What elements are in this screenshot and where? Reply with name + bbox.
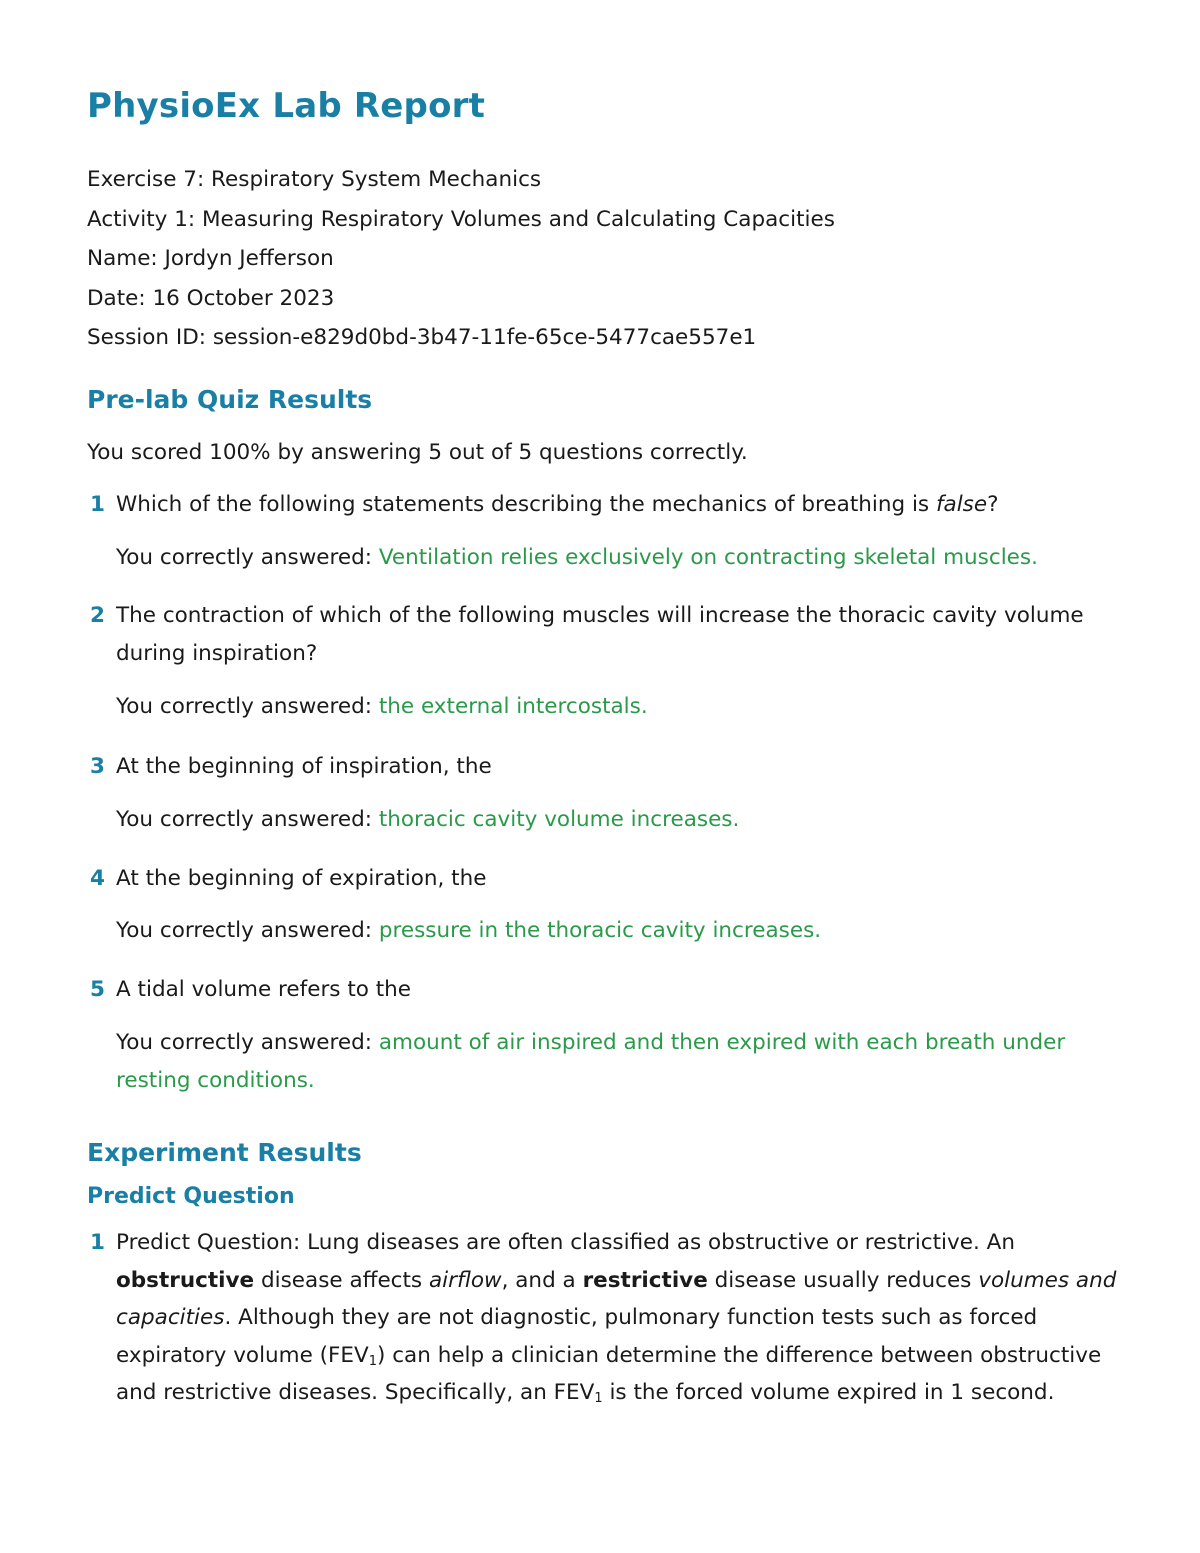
subscript: 1	[594, 1391, 603, 1407]
question-number: 5	[90, 977, 105, 1002]
text-part: , and a	[501, 1267, 583, 1293]
text-part: Predict Question: Lung diseases are often classified as obstructive or restrictive. An	[116, 1230, 1015, 1255]
answer-lead: You correctly answered:	[116, 918, 379, 943]
question-text: A tidal volume refers to the	[116, 977, 412, 1002]
question-number: 3	[90, 754, 105, 779]
quiz-question-3	[87, 748, 1127, 786]
exercise-line: Exercise 7: Respiratory System Mechanics	[87, 167, 542, 192]
answer-lead: You correctly answered:	[116, 694, 379, 719]
question-number: 1	[90, 1230, 105, 1255]
text-italic: volumes and capacities	[116, 1267, 1117, 1331]
predict-subheading: Predict Question	[87, 1184, 295, 1209]
text-italic: airflow	[428, 1267, 502, 1293]
predict-question-text	[116, 1224, 1121, 1412]
text-part: ) can help a clinician determine the difference between obstructive and restrictive diseases. Specifically, an FEV	[116, 1342, 1102, 1406]
experiment-heading: Experiment Results	[87, 1138, 362, 1167]
predict-question-1	[87, 1224, 1127, 1412]
question-text	[116, 486, 1126, 524]
quiz-question-1	[87, 486, 1127, 524]
report-title: PhysioEx Lab Report	[87, 86, 486, 126]
quiz-question-5	[87, 971, 1127, 1009]
question-text-emphasis: false	[935, 492, 988, 517]
subscript: 1	[368, 1353, 378, 1369]
quiz-question-2	[87, 597, 1127, 673]
question-text: At the beginning of expiration, the	[116, 866, 487, 891]
quiz-answer-5	[116, 1024, 1126, 1100]
answer-lead: You correctly answered:	[116, 545, 379, 570]
activity-line: Activity 1: Measuring Respiratory Volumes and Calculating Capacities	[87, 206, 835, 232]
text-part: disease affects	[254, 1267, 429, 1293]
date-line: Date: 16 October 2023	[87, 285, 335, 311]
text-part: disease usually reduces	[707, 1267, 979, 1293]
question-number: 4	[90, 866, 105, 891]
correct-answer: Ventilation relies exclusively on contracting skeletal muscles.	[378, 545, 1038, 570]
quiz-answer-2	[116, 688, 1126, 726]
quiz-answer-1	[116, 539, 1126, 577]
question-text-part: ?	[987, 492, 999, 517]
question-text-part: Which of the following statements describing the mechanics of breathing is	[116, 492, 936, 517]
quiz-answer-3	[116, 801, 1126, 839]
correct-answer: the external intercostals.	[378, 694, 648, 719]
prelab-heading: Pre-lab Quiz Results	[87, 385, 373, 414]
answer-lead: You correctly answered:	[116, 807, 379, 832]
question-number: 2	[90, 603, 105, 628]
text-bold: obstructive	[116, 1267, 255, 1293]
session-id-line: Session ID: session-e829d0bd-3b47-11fe-65ce-5477cae557e1	[87, 325, 757, 351]
correct-answer: amount of air inspired and then expired with each breath under resting conditions.	[116, 1030, 1066, 1093]
quiz-answer-4	[116, 912, 1126, 950]
quiz-question-4	[87, 860, 1127, 898]
question-text: The contraction of which of the following muscles will increase the thoracic cavity volume during inspiration?	[116, 603, 1084, 666]
answer-lead: You correctly answered:	[116, 1030, 379, 1055]
text-part: . Although they are not diagnostic, pulmonary function tests such as forced expiratory volume (FEV	[116, 1305, 1038, 1368]
correct-answer: thoracic cavity volume increases.	[378, 807, 740, 832]
prelab-score: You scored 100% by answering 5 out of 5 questions correctly.	[87, 440, 748, 465]
question-number: 1	[90, 492, 105, 517]
question-text: At the beginning of inspiration, the	[116, 754, 492, 779]
report-meta	[87, 160, 835, 358]
text-bold: restrictive	[582, 1267, 708, 1293]
correct-answer: pressure in the thoracic cavity increases.	[378, 918, 822, 943]
student-name-line: Name: Jordyn Jefferson	[87, 246, 334, 272]
text-part: is the forced volume expired in 1 second.	[602, 1380, 1055, 1406]
